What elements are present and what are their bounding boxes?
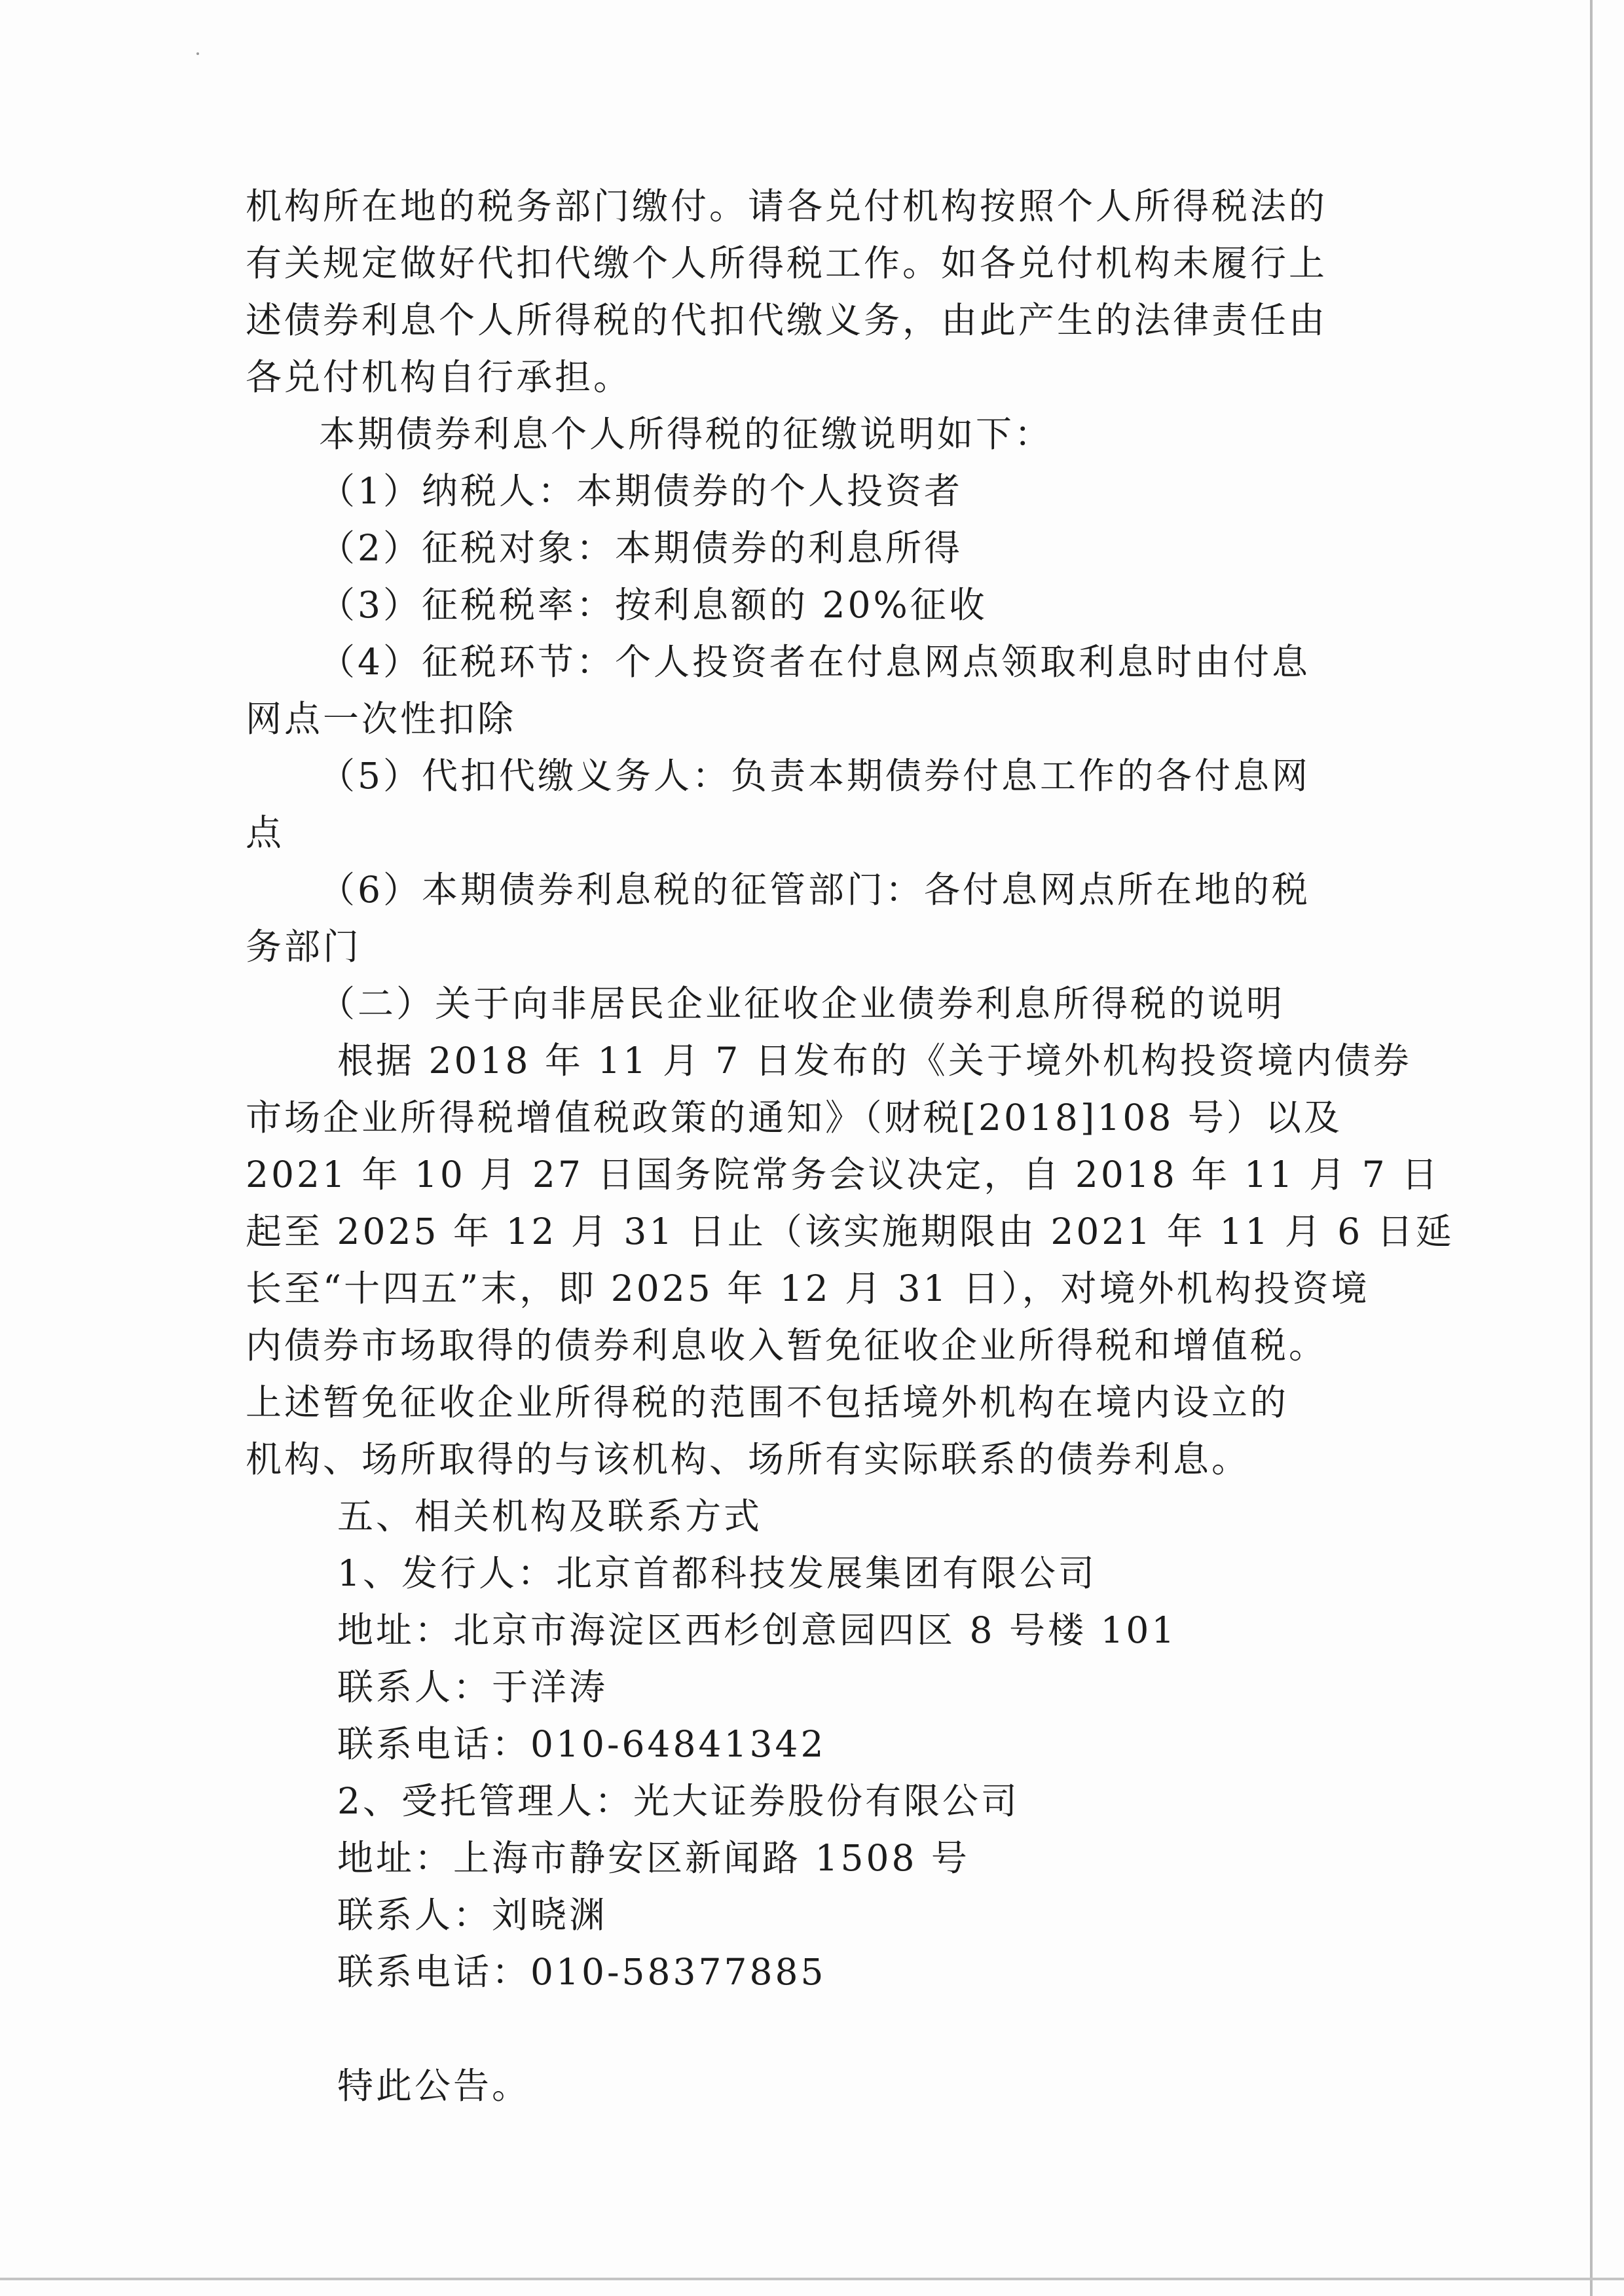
trustee-name: 2、受托管理人：光大证券股份有限公司 — [337, 1780, 1020, 1822]
text-line: 内债券市场取得的债券利息收入暂免征收企业所得税和增值税。 — [246, 1324, 1328, 1366]
text-line: 起至 2025 年 12 月 31 日止（该实施期限由 2021 年 11 月 6 日延 — [246, 1211, 1454, 1252]
text-line: （4）征税环节：个人投资者在付息网点领取利息时由付息 — [319, 641, 1310, 683]
text-line: 机构所在地的税务部门缴付。请各兑付机构按照个人所得税法的 — [246, 185, 1328, 227]
trustee-address: 地址：上海市静安区新闻路 1508 号 — [337, 1837, 970, 1879]
section-heading: （二）关于向非居民企业征收企业债券利息所得税的说明 — [319, 983, 1285, 1025]
text-line: 网点一次性扣除 — [246, 698, 517, 740]
text-line: 务部门 — [246, 926, 362, 968]
text-line: 各兑付机构自行承担。 — [246, 356, 633, 398]
page-edge-bottom — [0, 2278, 1624, 2280]
text-line: （2）征税对象：本期债券的利息所得 — [319, 527, 963, 569]
text-line: 述债券利息个人所得税的代扣代缴义务，由此产生的法律责任由 — [246, 299, 1328, 341]
text-line: 市场企业所得税增值税政策的通知》（财税[2018]108 号）以及 — [246, 1097, 1342, 1139]
text-line: 机构、场所取得的与该机构、场所有实际联系的债券利息。 — [246, 1438, 1251, 1480]
page-edge-right — [1590, 0, 1593, 2296]
text-line: 长至“十四五”末，即 2025 年 12 月 31 日），对境外机构投资境 — [246, 1267, 1370, 1309]
issuer-name: 1、发行人：北京首都科技发展集团有限公司 — [337, 1552, 1097, 1594]
blank-line — [246, 2001, 1382, 2058]
text-line: （1）纳税人：本期债券的个人投资者 — [319, 470, 963, 512]
text-line: （5）代扣代缴义务人：负责本期债券付息工作的各付息网 — [319, 755, 1310, 797]
text-line: 根据 2018 年 11 月 7 日发布的《关于境外机构投资境内债券 — [337, 1040, 1412, 1082]
section-heading: 五、相关机构及联系方式 — [337, 1495, 763, 1537]
text-line: 2021 年 10 月 27 日国务院常务会议决定，自 2018 年 11 月 7 日 — [246, 1154, 1441, 1195]
closing-statement: 特此公告。 — [337, 2065, 531, 2107]
text-line: （3）征税税率：按利息额的 20%征收 — [319, 584, 987, 626]
text-line: 有关规定做好代扣代缴个人所得税工作。如各兑付机构未履行上 — [246, 242, 1328, 284]
document-body — [246, 178, 1454, 2115]
trustee-phone: 联系电话：010-58377885 — [337, 1951, 826, 1993]
trustee-contact: 联系人：刘晓渊 — [337, 1894, 608, 1936]
text-line: 本期债券利息个人所得税的征缴说明如下： — [319, 413, 1054, 455]
issuer-phone: 联系电话：010-64841342 — [337, 1723, 826, 1765]
issuer-contact: 联系人：于洋涛 — [337, 1666, 608, 1708]
text-line: 点 — [246, 812, 285, 854]
issuer-address: 地址：北京市海淀区西杉创意园四区 8 号楼 101 — [337, 1609, 1177, 1651]
text-line: （6）本期债券利息税的征管部门：各付息网点所在地的税 — [319, 869, 1310, 911]
scan-speck — [196, 52, 199, 55]
text-line: 上述暂免征收企业所得税的范围不包括境外机构在境内设立的 — [246, 1381, 1289, 1423]
